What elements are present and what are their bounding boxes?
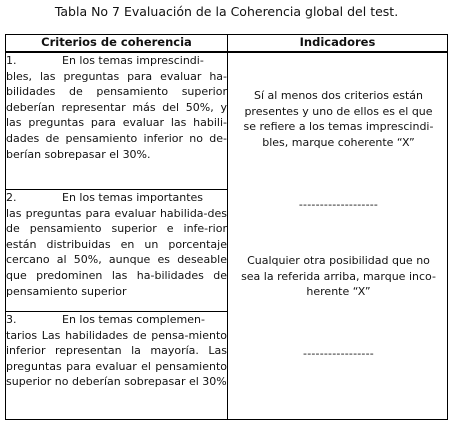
table-header-row [6, 35, 448, 53]
table-row [6, 52, 448, 190]
criterion-1 [6, 52, 228, 190]
separator-line-2: ----------------- [303, 347, 374, 360]
criterion-2 [6, 190, 228, 312]
criterion-3-lead: En los temas complemen- [62, 313, 205, 326]
criterion-1-number: 1. [6, 54, 17, 67]
separator-line-1: ------------------- [298, 198, 379, 211]
criterion-1-lead: En los temas imprescindi- [62, 54, 204, 67]
coherence-table [5, 34, 448, 420]
criterion-3-number: 3. [6, 313, 17, 326]
criterion-2-number: 2. [6, 191, 17, 204]
criterion-1-text: bles, las preguntas para evaluar ha-bilidades de pensamiento superior deberían representar más del 50%, y las preguntas para evaluar las habili-dades de pensamiento inferior no de-berían sobrepasar el 30%. [6, 69, 227, 161]
header-criteria: Criterios de coherencia [6, 35, 228, 53]
indicator-incoherent: Cualquier otra posibilidad que no sea la referida arriba, marque inco-herente “X” [241, 254, 436, 299]
header-indicators: Indicadores [228, 35, 448, 53]
criterion-2-lead: En los temas importantes [62, 191, 204, 204]
criterion-3 [6, 312, 228, 420]
criterion-2-text: las preguntas para evaluar habilida-des de pensamiento superior e infe-rior están distribuidas en un porcentaje cercano al 50%, aunque es deseable que predominen las ha-bilidades de pensamiento superior [6, 206, 227, 298]
indicator-coherent: Sí al menos dos criterios están presentes y uno de ellos es el que se refiere a los temas imprescindi-bles, marque coherente “X” [243, 89, 434, 149]
table-caption: Tabla No 7 Evaluación de la Coherencia global del test. [54, 4, 399, 19]
criterion-3-text: tarios Las habilidades de pensa-miento inferior representan la mayoría. Las preguntas para evaluar el pensamiento superior no deberían sobrepasar el 30% [6, 328, 227, 389]
indicators-cell [228, 52, 448, 420]
